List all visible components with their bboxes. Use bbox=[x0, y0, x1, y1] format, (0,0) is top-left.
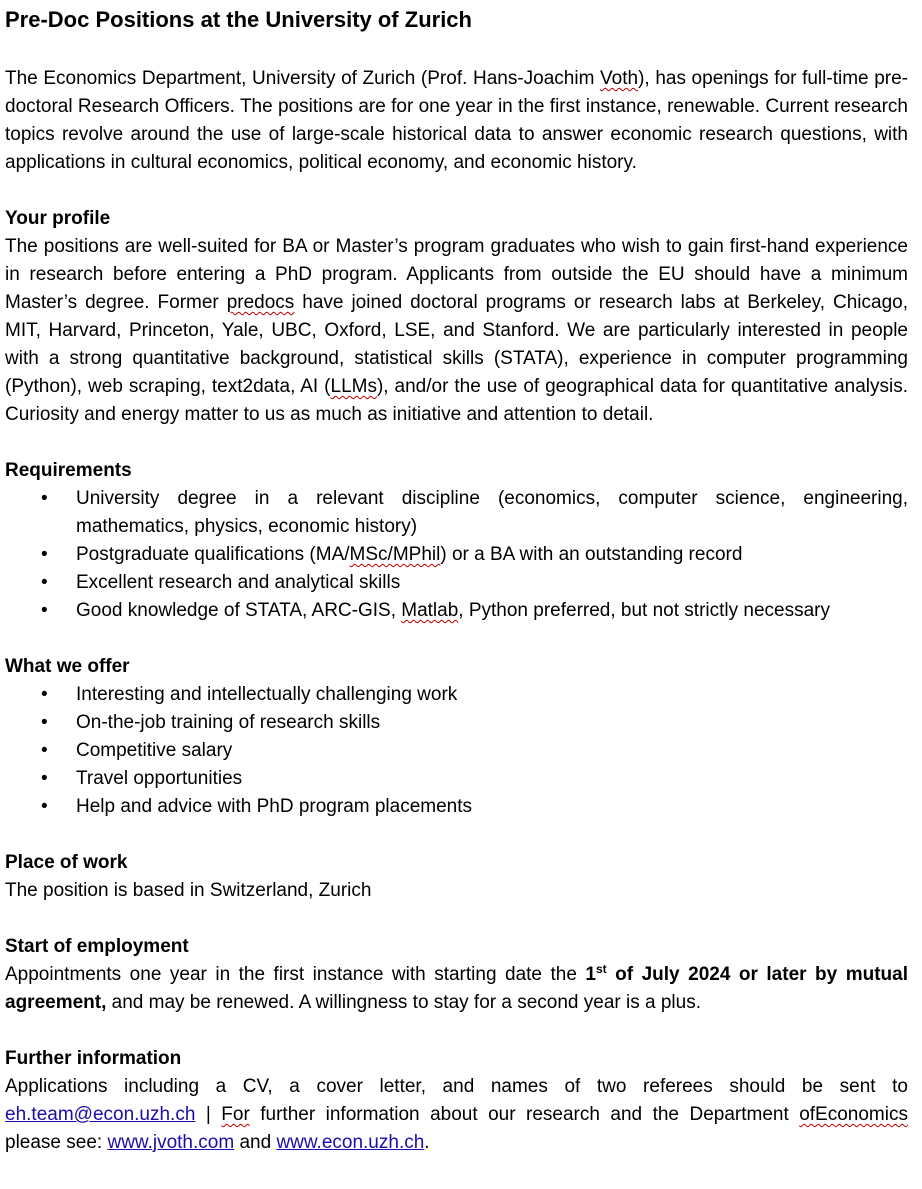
spacer bbox=[5, 625, 908, 653]
spacer bbox=[5, 905, 908, 933]
intro-voth: Voth bbox=[600, 68, 639, 89]
further-end: . bbox=[424, 1132, 430, 1153]
start-text-a: Appointments one year in the first instance with starting date the bbox=[5, 964, 586, 985]
page-title: Pre-Doc Positions at the University of Zurich bbox=[5, 7, 472, 32]
further-text-b: further information about our research and the Department bbox=[249, 1104, 800, 1125]
offer-list bbox=[5, 681, 908, 821]
further-text-c: please see: bbox=[5, 1132, 108, 1153]
requirements-heading: Requirements bbox=[5, 460, 132, 481]
profile-predocs: predocs bbox=[226, 292, 295, 313]
requirement-text: Excellent research and analytical skills bbox=[76, 572, 401, 593]
list-item: • Competitive salary bbox=[5, 737, 908, 765]
requirements-list bbox=[5, 485, 908, 625]
profile-llms: LLMs bbox=[330, 376, 377, 397]
start-date-num: 1 bbox=[585, 964, 596, 985]
requirement-msc: MSc/MPhil bbox=[349, 544, 441, 565]
profile-text-a: The positions are well-suited for BA or Master’s program graduates who wish to gain first-hand experience in research before entering a PhD program. Applicants from outside the EU should have a minimum Master’s degree. Former bbox=[5, 236, 908, 313]
list-item: • On-the-job training of research skills bbox=[5, 709, 908, 737]
start-heading: Start of employment bbox=[5, 936, 189, 957]
further-for: For bbox=[221, 1104, 250, 1125]
spacer bbox=[5, 429, 908, 457]
start-text-b: and may be renewed. A willingness to stay for a second year is a plus. bbox=[106, 992, 701, 1013]
spacer bbox=[5, 37, 908, 65]
requirement-text-b: ) or a BA with an outstanding record bbox=[440, 544, 743, 565]
list-item: • Travel opportunities bbox=[5, 765, 908, 793]
requirement-text: University degree in a relevant discipline (economics, computer science, engineering, mathematics, physics, economic history) bbox=[76, 488, 908, 537]
further-text-a: Applications including a CV, a cover letter, and names of two referees should be sent to bbox=[5, 1076, 908, 1097]
requirement-text-b: , Python preferred, but not strictly necessary bbox=[458, 600, 831, 621]
start-paragraph bbox=[5, 961, 908, 1017]
econ-uzh-link[interactable]: www.econ.uzh.ch bbox=[276, 1132, 425, 1153]
intro-text-b: ), has openings for full-time pre-doctoral Research Officers. The positions are for one year in the first instance, renewable. Current research topics revolve around the use of large-scale historical data to answer economic research questions, with applications in cultural economics, political economy, and economic history. bbox=[5, 68, 908, 173]
offer-heading: What we offer bbox=[5, 656, 130, 677]
list-item: • Interesting and intellectually challenging work bbox=[5, 681, 908, 709]
requirement-text-a: Postgraduate qualifications (MA/ bbox=[76, 544, 350, 565]
requirement-matlab: Matlab bbox=[401, 600, 459, 621]
profile-text-b: have joined doctoral programs or research labs at Berkeley, Chicago, MIT, Harvard, Princeton, Yale, UBC, Oxford, LSE, and Stanford. We are particularly interested in people with a strong quantitative background, statistical skills (STATA), experience in computer programming (Python), web scraping, text2data, AI ( bbox=[5, 292, 908, 397]
list-item: • Help and advice with PhD program placements bbox=[5, 793, 908, 821]
profile-text-c: ), and/or the use of geographical data for quantitative analysis. Curiosity and energy matter to us as much as initiative and attention to detail. bbox=[5, 376, 908, 425]
spacer bbox=[5, 821, 908, 849]
profile-heading: Your profile bbox=[5, 208, 111, 229]
further-ofeconomics: ofEconomics bbox=[799, 1104, 908, 1125]
profile-paragraph bbox=[5, 233, 908, 429]
place-paragraph: The position is based in Switzerland, Zurich bbox=[5, 880, 372, 901]
further-sep: | bbox=[195, 1104, 222, 1125]
start-date-rest: of July 2024 or later by mutual agreement, bbox=[5, 964, 908, 1013]
intro-paragraph bbox=[5, 65, 908, 177]
further-and: and bbox=[234, 1132, 277, 1153]
spacer bbox=[5, 177, 908, 205]
further-heading: Further information bbox=[5, 1048, 182, 1069]
list-item bbox=[5, 597, 908, 625]
list-item bbox=[5, 541, 908, 569]
further-paragraph bbox=[5, 1073, 908, 1157]
requirement-text-a: Good knowledge of STATA, ARC-GIS, bbox=[76, 600, 402, 621]
list-item bbox=[5, 569, 908, 597]
jvoth-link[interactable]: www.jvoth.com bbox=[107, 1132, 235, 1153]
email-link[interactable]: eh.team@econ.uzh.ch bbox=[5, 1104, 196, 1125]
start-date-sup: st bbox=[596, 962, 607, 976]
spacer bbox=[5, 1017, 908, 1045]
list-item bbox=[5, 485, 908, 541]
place-heading: Place of work bbox=[5, 852, 128, 873]
intro-text-a: The Economics Department, University of Zurich (Prof. Hans-Joachim bbox=[5, 68, 601, 89]
